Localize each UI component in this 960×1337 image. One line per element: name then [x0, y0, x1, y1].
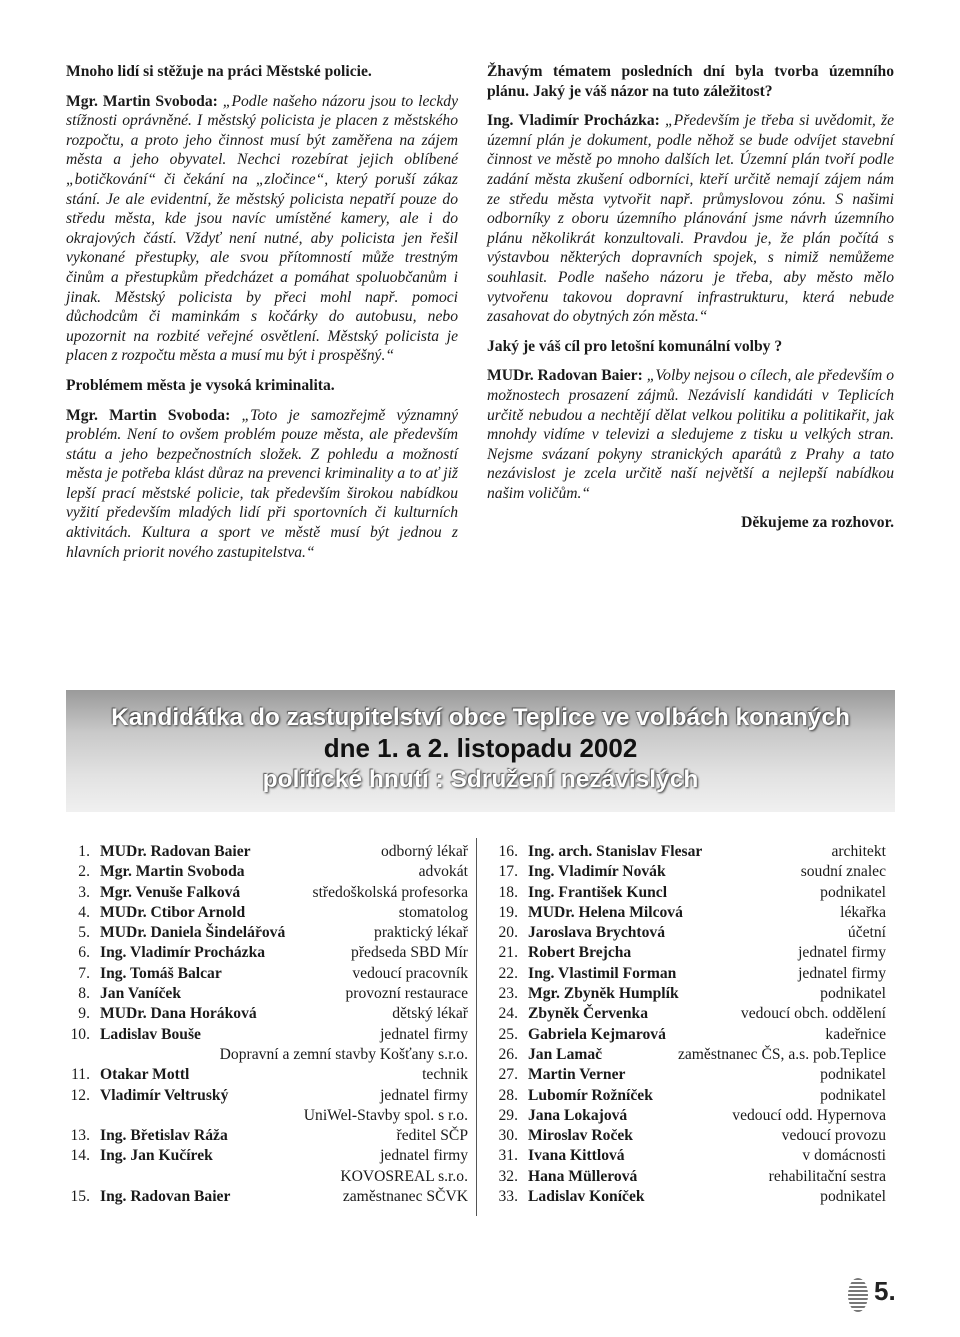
candidate-occupation: podnikatel: [820, 1086, 886, 1104]
candidate-occupation: účetní: [847, 924, 886, 942]
candidate-row: [486, 883, 886, 903]
speaker-name: Mgr. Martin Svoboda:: [66, 92, 218, 110]
answer-police: [66, 92, 458, 366]
candidate-number: 31.: [498, 1147, 518, 1165]
candidate-occupation: jednatel firmy: [798, 944, 886, 962]
candidate-name: Ing. Radovan Baier: [100, 1188, 231, 1206]
candidate-name: Ing. Vladimír Novák: [528, 863, 666, 881]
candidate-number: 24.: [498, 1005, 518, 1023]
interview-right-column: [487, 62, 894, 543]
candidate-name: Ivana Kittlová: [528, 1147, 625, 1165]
candidate-occupation: jednatel firmy: [380, 1086, 468, 1104]
candidate-number: 18.: [498, 883, 518, 901]
candidate-number: 9.: [78, 1005, 90, 1023]
candidate-number: 33.: [498, 1188, 518, 1206]
candidate-number: 28.: [498, 1086, 518, 1104]
candidate-list-left: [58, 842, 468, 1207]
candidate-row: [58, 1025, 468, 1045]
candidate-row: [486, 943, 886, 963]
candidate-occupation: kadeřnice: [825, 1025, 886, 1043]
candidate-name: Ing. Jan Kučírek: [100, 1147, 213, 1165]
candidate-row: [58, 1146, 468, 1166]
candidate-row: [58, 1086, 468, 1106]
speaker-name: Mgr. Martin Svoboda:: [66, 406, 231, 424]
candidate-number: 4.: [78, 903, 90, 921]
candidate-occupation: předseda SBD Mír: [351, 944, 468, 962]
candidate-row: [58, 842, 468, 862]
candidate-row: [486, 1025, 886, 1045]
candidate-occupation: praktický lékař: [374, 924, 468, 942]
candidate-number: 7.: [78, 964, 90, 982]
column-divider: [476, 838, 477, 1216]
candidate-occupation: stomatolog: [398, 903, 468, 921]
candidate-number: 13.: [70, 1127, 90, 1145]
candidate-occupation: provozní restaurace: [345, 985, 468, 1003]
candidate-number: 32.: [498, 1167, 518, 1185]
candidate-name: MUDr. Daniela Šindelářová: [100, 924, 286, 942]
candidate-number: 14.: [70, 1147, 90, 1165]
candidate-number: 29.: [498, 1106, 518, 1124]
candidate-row: [58, 1126, 468, 1146]
candidate-row: [486, 1045, 886, 1065]
candidate-number: 6.: [78, 944, 90, 962]
banner-party: politické hnutí : Sdružení nezávislých: [262, 766, 699, 793]
candidate-number: 19.: [498, 903, 518, 921]
candidate-occupation: vedoucí obch. oddělení: [740, 1005, 886, 1023]
page-number-ornament-icon: [848, 1278, 868, 1312]
candidate-name: MUDr. Helena Milcová: [528, 903, 683, 921]
banner-date: dne 1. a 2. listopadu 2002: [323, 733, 638, 763]
candidate-name: MUDr. Radovan Baier: [100, 843, 251, 860]
candidate-row: [58, 1065, 468, 1085]
candidate-name: Jana Lokajová: [528, 1106, 628, 1124]
candidate-occupation: dětský lékař: [392, 1005, 468, 1023]
candidate-name: Robert Brejcha: [528, 944, 632, 962]
candidate-list-banner: [66, 690, 895, 812]
candidate-occupation: odborný lékař: [380, 843, 468, 860]
candidate-name: Gabriela Kejmarová: [528, 1025, 666, 1043]
candidate-occupation: ředitel SČP: [396, 1127, 468, 1145]
candidate-occupation: advokát: [418, 863, 468, 881]
candidate-row: [486, 1146, 886, 1166]
page-number: [848, 1276, 898, 1316]
candidate-number: 17.: [498, 863, 518, 881]
candidate-number: 3.: [78, 883, 90, 901]
answer-text: „Volby nejsou o cílech, ale především o možnostech prosazení zájmů. Nezávislí kandidáti v Teplicích určitě nebudou a nechtějí dělat velkou politiku a politikařit, jak mnohdy vidíme v televizi a sledujeme z tisku u velkých stran. Nejsme svázaní pokyny stranických aparátů z Prahy a tato nezávislost je zcela určitě naší největší a nejlepší nabídkou našim voličům.“: [487, 367, 894, 502]
candidate-number: 8.: [78, 985, 90, 1003]
candidate-number: 16.: [498, 843, 518, 860]
banner-title: Kandidátka do zastupitelství obce Teplice ve volbách konaných: [111, 704, 850, 731]
candidate-occupation: lékařka: [840, 903, 886, 921]
page-number-text: 5.: [874, 1276, 896, 1306]
answer-crime: [66, 406, 458, 563]
candidate-name: Ing. Tomáš Balcar: [100, 964, 222, 982]
candidate-number: 27.: [498, 1066, 518, 1084]
candidate-number: 21.: [498, 944, 518, 962]
candidate-number: 12.: [70, 1086, 90, 1104]
candidate-occupation: zaměstnanec ČS, a.s. pob.Teplice: [677, 1045, 886, 1063]
candidate-name: Ing. Břetislav Ráža: [100, 1127, 228, 1145]
candidate-number: 22.: [498, 964, 518, 982]
candidate-row: [58, 862, 468, 882]
candidate-name: Ladislav Bouše: [100, 1025, 201, 1043]
interview-left-column: [66, 62, 458, 572]
question-crime: Problémem města je vysoká kriminalita.: [66, 376, 335, 394]
candidate-row: [486, 1126, 886, 1146]
candidate-row: [58, 1004, 468, 1024]
candidate-name: Jan Vaníček: [100, 985, 182, 1003]
candidate-number: 23.: [498, 985, 518, 1003]
candidate-name: Ing. Vlastimil Forman: [528, 964, 677, 982]
speaker-name: Ing. Vladimír Procházka:: [487, 112, 660, 130]
speaker-name: MUDr. Radovan Baier:: [487, 367, 643, 385]
candidate-name: Ladislav Koníček: [528, 1188, 645, 1206]
candidate-number: 25.: [498, 1025, 518, 1043]
candidate-name: Ing. arch. Stanislav Flesar: [528, 843, 703, 860]
candidate-row: [58, 883, 468, 903]
answer-text: „Především je třeba si uvědomit, že územní plán je dokument, podle něhož se bude odvíjet stavební činnost ve městě po mnoho dalších let. Územní plán tvoří podle zadání města zkušení odborníci, kteří určitě nemají zájem nám ze středu města vytvořit např. průmyslovou zónu. S našimi odborníky z oboru územního plánování jsme návrh územního plánu několikrát konzultovali. Pravdou je, že plán počítá s výstavbou některých dopravních spojek, s nimiž nemůžeme souhlasit. Podle našeho názoru je třeba, aby město mělo vytvořenu takovou dopravní infrastrukturu, která nebude zasahovat do obytných zón města.“: [487, 112, 894, 326]
candidate-occupation: středoškolská profesorka: [312, 883, 468, 901]
candidate-name: Zbyněk Červenka: [528, 1005, 648, 1023]
candidate-name: Martin Verner: [528, 1066, 626, 1084]
candidate-row: [486, 1167, 886, 1187]
candidate-occupation: v domácnosti: [802, 1147, 886, 1165]
candidate-occupation: vedoucí pracovník: [352, 964, 468, 982]
candidate-name: Mgr. Venuše Falková: [100, 883, 241, 901]
candidate-name: Ing. František Kuncl: [528, 883, 668, 901]
candidate-occupation: jednatel firmy: [798, 964, 886, 982]
candidate-name: Jaroslava Brychtová: [528, 924, 666, 942]
candidate-name: Mgr. Martin Svoboda: [100, 863, 245, 881]
candidate-row: [486, 1086, 886, 1106]
candidate-occupation: podnikatel: [820, 1188, 886, 1206]
candidate-occupation: vedoucí odd. Hypernova: [732, 1106, 886, 1124]
candidate-occupation: jednatel firmy: [380, 1025, 468, 1043]
closing-thanks: Děkujeme za rozhovor.: [741, 514, 894, 532]
candidate-occupation: rehabilitační sestra: [768, 1167, 886, 1185]
candidate-name: Vladimír Veltruský: [100, 1086, 229, 1104]
candidate-occupation: zaměstnanec SČVK: [342, 1188, 468, 1206]
candidate-number: 5.: [78, 924, 90, 942]
candidate-row: [486, 1106, 886, 1126]
candidate-employer: UniWel-Stavby spol. s r.o.: [303, 1106, 468, 1124]
question-police: Mnoho lidí si stěžuje na práci Městské policie.: [66, 63, 372, 80]
answer-election-goal: [487, 366, 894, 503]
candidate-name: Miroslav Roček: [528, 1127, 633, 1145]
candidate-row: [486, 903, 886, 923]
answer-text: „Toto je samozřejmě významný problém. Není to ovšem problém pouze města, ale především státu a jeho bezpečnostních složek. Z pohledu a možností města je potřeba klást důraz na prevenci kriminality a to ať již lepší prací městské policie, tak především širokou nabídkou vyžití především mladých lidí při sportovních či kulturních aktivitách. Kultura a sport ve městě musí být jednou z hlavních priorit nového zastupitelstva.“: [66, 406, 458, 561]
candidate-employer: Dopravní a zemní stavby Košťany s.r.o.: [219, 1045, 468, 1063]
candidate-number: 20.: [498, 924, 518, 942]
candidate-number: 11.: [71, 1066, 90, 1084]
candidate-row: [486, 923, 886, 943]
candidate-name: Lubomír Rožníček: [528, 1086, 653, 1104]
candidate-row: [486, 1004, 886, 1024]
candidate-row: [486, 862, 886, 882]
candidate-name: Hana Müllerová: [528, 1167, 638, 1185]
question-election-goal: Jaký je váš cíl pro letošní komunální volby ?: [487, 337, 783, 355]
candidate-row: [486, 1065, 886, 1085]
candidate-name: Jan Lamač: [528, 1045, 603, 1063]
candidate-list-right: [486, 842, 886, 1207]
answer-zoning-plan: [487, 111, 894, 327]
candidate-occupation: podnikatel: [820, 883, 886, 901]
candidate-number: 26.: [498, 1045, 518, 1063]
candidate-row: [58, 903, 468, 923]
candidate-number: 10.: [70, 1025, 90, 1043]
candidate-number: 30.: [498, 1127, 518, 1145]
candidate-name: MUDr. Dana Horáková: [100, 1005, 257, 1023]
candidate-number: 2.: [78, 863, 90, 881]
candidate-name: Otakar Mottl: [100, 1066, 190, 1084]
candidate-name: Ing. Vladimír Procházka: [100, 944, 266, 962]
candidate-row: [58, 923, 468, 943]
candidate-occupation: podnikatel: [820, 1066, 886, 1084]
candidate-occupation: podnikatel: [820, 985, 886, 1003]
candidate-occupation: technik: [422, 1066, 468, 1084]
candidate-occupation: soudní znalec: [800, 863, 886, 881]
candidate-occupation: vedoucí provozu: [781, 1127, 886, 1145]
candidate-number: 1.: [78, 843, 90, 860]
candidate-occupation: architekt: [831, 843, 886, 860]
question-zoning-plan: Žhavým tématem posledních dní byla tvorba územního plánu. Jaký je váš názor na tuto záležitost?: [487, 63, 894, 100]
candidate-row: [58, 964, 468, 984]
candidate-row: [486, 964, 886, 984]
candidate-name: Mgr. Zbyněk Humplík: [528, 985, 679, 1003]
candidate-row: [58, 1187, 468, 1207]
candidate-name: MUDr. Ctibor Arnold: [100, 903, 246, 921]
candidate-occupation: jednatel firmy: [380, 1147, 468, 1165]
candidate-number: 15.: [70, 1188, 90, 1206]
candidate-row: [58, 984, 468, 1004]
candidate-employer: KOVOSREAL s.r.o.: [340, 1167, 468, 1185]
candidate-row: [486, 842, 886, 862]
candidate-row: [486, 1187, 886, 1207]
candidate-row: [486, 984, 886, 1004]
candidate-row: [58, 943, 468, 963]
answer-text: „Podle našeho názoru jsou to leckdy stížnosti oprávněné. I městský policista je placen z městského rozpočtu, a proto jeho činnost musí být zaměřena na zájem města a jeho obyvatel. Nechci rozebírat jejich oblíbené „botičkování“ či čekání na „zločince“, který poruší zákaz stání. Je ale evidentní, že městský policista nepatří pouze do středu města, kde jsou navíc umístěné kamery, ale i do okrajových částí. Vždyť není nutné, aby policista jen řešil vykonané přestupky, ale svou přítomností může trestným činům a přestupkům předcházet a pomáhat spoluobčanům i jinak. Městský policista by přeci mohl např. pomoci důchodcům či maminkám s kočárky do autobusu, nebo upozornit na rozbité veřejné osvětlení. Městský policista je placen z rozpočtu města a musí mu být i prospěšný.“: [66, 92, 458, 365]
